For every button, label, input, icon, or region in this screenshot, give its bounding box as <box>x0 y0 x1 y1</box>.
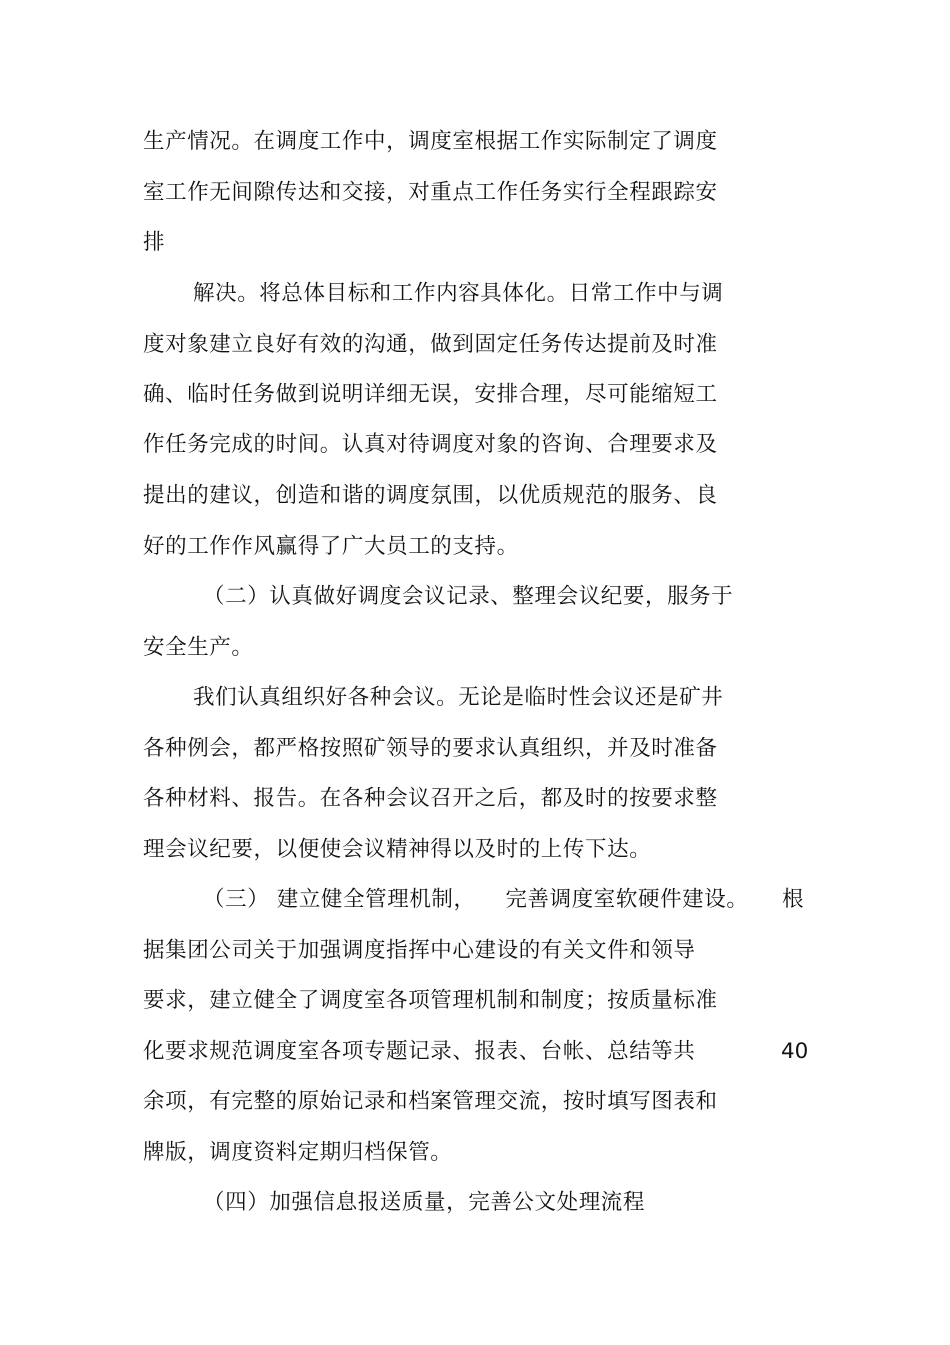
paragraph-line: 我们认真组织好各种会议。无论是临时性会议还是矿井 <box>193 685 724 710</box>
section-heading-4: （四）加强信息报送质量，完善公文处理流程 <box>203 1190 646 1215</box>
paragraph-line: 各种例会，都严格按照矿领导的要求认真组织，并及时准备 <box>143 736 718 761</box>
paragraph-line: 生产情况。在调度工作中，调度室根据工作实际制定了调度 <box>143 129 718 154</box>
paragraph-line: 化要求规范调度室各项专题记录、报表、台帐、总结等共 <box>143 1039 696 1064</box>
section-heading-3: （三） 建立健全管理机制， 完善调度室软硬件建设。 <box>203 887 749 912</box>
paragraph-line: 室工作无间隙传达和交接，对重点工作任务实行全程跟踪安 <box>143 180 718 205</box>
paragraph-line: 牌版，调度资料定期归档保管。 <box>143 1140 453 1165</box>
paragraph-line: 要求，建立健全了调度室各项管理机制和制度；按质量标准 <box>143 988 718 1013</box>
paragraph-line: 各种材料、报告。在各种会议召开之后，都及时的按要求整 <box>143 786 718 811</box>
paragraph-line: 度对象建立良好有效的沟通，做到固定任务传达提前及时准 <box>143 332 718 357</box>
paragraph-line: 理会议纪要，以便使会议精神得以及时的上传下达。 <box>143 837 652 862</box>
paragraph-line: 安全生产。 <box>143 635 254 660</box>
paragraph-line: 余项，有完整的原始记录和档案管理交流，按时填写图表和 <box>143 1089 718 1114</box>
paragraph-line: 排 <box>143 230 166 255</box>
paragraph-line: 据集团公司关于加强调度指挥中心建设的有关文件和领导 <box>143 938 696 963</box>
side-number: 40 <box>781 1039 809 1064</box>
paragraph-line: 解决。将总体目标和工作内容具体化。日常工作中与调 <box>193 281 724 306</box>
paragraph-line: 好的工作作风赢得了广大员工的支持。 <box>143 534 519 559</box>
side-text: 根 <box>782 887 804 912</box>
paragraph-line: 提出的建议，创造和谐的调度氛围，以优质规范的服务、良 <box>143 483 718 508</box>
section-heading-2: （二）认真做好调度会议记录、整理会议纪要，服务于 <box>203 584 734 609</box>
paragraph-line: 作任务完成的时间。认真对待调度对象的咨询、合理要求及 <box>143 432 718 457</box>
paragraph-line: 确、临时任务做到说明详细无误，安排合理，尽可能缩短工 <box>143 382 718 407</box>
